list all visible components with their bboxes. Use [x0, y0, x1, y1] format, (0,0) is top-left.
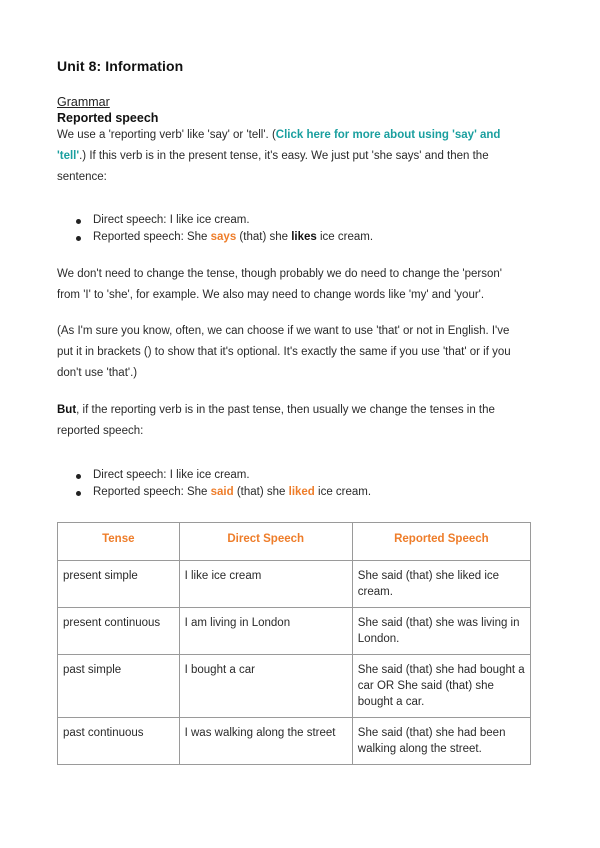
header-reported-speech: Reported Speech [352, 523, 530, 561]
table-row [58, 718, 531, 765]
past-paragraph-rest: , if the reporting verb is in the past tense, then usually we change the tenses in the reported speech: [57, 404, 495, 437]
intro-text-before: We use a 'reporting verb' like 'say' or 'tell'. ( [57, 129, 276, 141]
past-paragraph [57, 400, 527, 442]
table-row [58, 655, 531, 718]
reported-mid: (that) she [233, 486, 289, 498]
list-item-direct [57, 212, 373, 229]
bullet-icon [76, 219, 81, 224]
table-row [58, 608, 531, 655]
bullet-icon [76, 491, 81, 496]
reported-verb-liked: liked [288, 486, 315, 498]
table-cell-tense: present continuous [58, 608, 180, 655]
table-cell-reported: She said (that) she liked ice cream. [352, 561, 530, 608]
intro-paragraph [57, 125, 527, 188]
table-cell-direct: I was walking along the street [179, 718, 352, 765]
unit-title: Unit 8: Information [57, 58, 184, 74]
table-cell-tense: past simple [58, 655, 180, 718]
reported-prefix: Reported speech: She [93, 231, 211, 243]
header-tense: Tense [58, 523, 180, 561]
list-item-reported [57, 229, 373, 246]
bullet-icon [76, 236, 81, 241]
table-cell-reported: She said (that) she was living in London. [352, 608, 530, 655]
reported-prefix: Reported speech: She [93, 486, 211, 498]
say-tell-link[interactable]: Click here for more about using 'say' and 'tell' [57, 129, 501, 162]
list-item-direct [57, 467, 371, 484]
table-cell-tense: present simple [58, 561, 180, 608]
table-row [58, 561, 531, 608]
table-cell-direct: I bought a car [179, 655, 352, 718]
table-cell-direct: I am living in London [179, 608, 352, 655]
tense-table [57, 522, 531, 765]
table-cell-reported: She said (that) she had bought a car OR She said (that) she bought a car. [352, 655, 530, 718]
brackets-paragraph: (As I'm sure you know, often, we can choose if we want to use 'that' or not in English. I've put it in brackets () to show that it's optional. It's exactly the same if you use 'that' or if you don't use 'that'.) [57, 325, 511, 379]
section-label-grammar: Grammar [57, 95, 110, 109]
present-bullet-list [57, 212, 373, 246]
bullet-icon [76, 474, 81, 479]
reported-mid: (that) she [236, 231, 292, 243]
direct-speech-text: Direct speech: I like ice cream. [93, 469, 250, 481]
table-cell-tense: past continuous [58, 718, 180, 765]
header-direct-speech: Direct Speech [179, 523, 352, 561]
reported-verb-said: said [210, 486, 234, 498]
direct-speech-text: Direct speech: I like ice cream. [93, 214, 250, 226]
past-paragraph-bold: But [57, 404, 77, 416]
table-cell-direct: I like ice cream [179, 561, 352, 608]
reported-suffix: ice cream. [316, 231, 374, 243]
reported-verb-says: says [210, 231, 237, 243]
tense-paragraph: We don't need to change the tense, though probably we do need to change the 'person' from 'I' to 'she', for example. We also may need to change words like 'my' and 'your'. [57, 268, 502, 301]
table-cell-reported: She said (that) she had been walking along the street. [352, 718, 530, 765]
intro-text-after: .) If this verb is in the present tense, it's easy. We just put 'she says' and then the sentence: [57, 150, 489, 183]
past-bullet-list [57, 467, 371, 501]
table-header-row [58, 523, 531, 561]
reported-verb-likes: likes [291, 231, 317, 243]
reported-suffix: ice cream. [314, 486, 372, 498]
section-heading: Reported speech [57, 111, 159, 125]
list-item-reported [57, 484, 371, 501]
